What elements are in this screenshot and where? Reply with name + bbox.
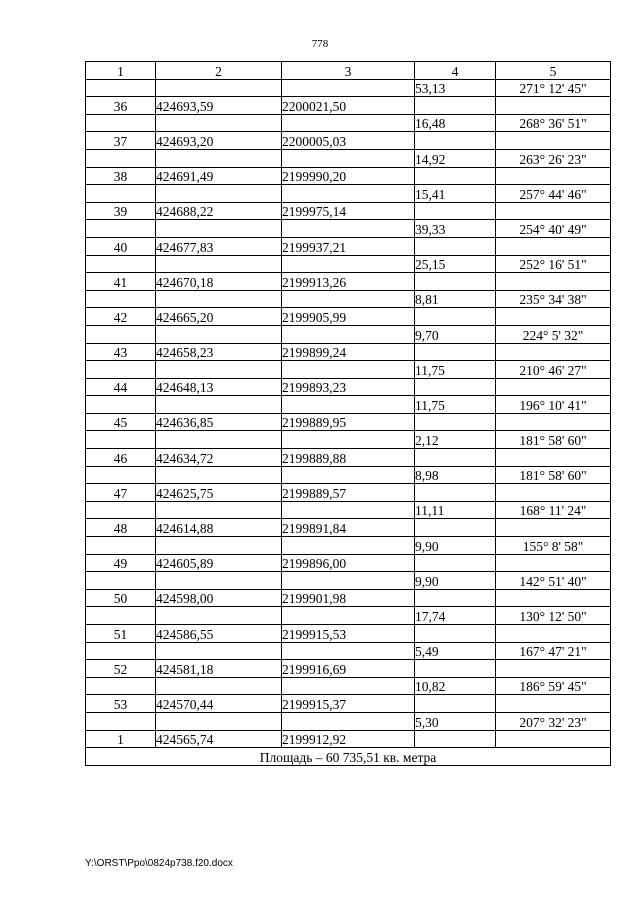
y-coordinate: 2199899,24 — [282, 343, 415, 361]
y-coordinate — [282, 149, 415, 167]
direction-angle — [496, 625, 611, 643]
table-row — [86, 378, 611, 396]
segment-length: 10,82 — [415, 677, 496, 695]
y-coordinate — [282, 466, 415, 484]
segment-length: 17,74 — [415, 607, 496, 625]
y-coordinate — [282, 607, 415, 625]
point-number: 37 — [86, 132, 156, 150]
y-coordinate: 2199912,92 — [282, 730, 415, 748]
point-number — [86, 149, 156, 167]
x-coordinate — [156, 572, 282, 590]
segment-length: 11,75 — [415, 361, 496, 379]
file-path: Y:\ORST\Ppo\0824p738.f20.docx — [85, 858, 233, 869]
x-coordinate — [156, 361, 282, 379]
segment-length — [415, 237, 496, 255]
segment-length: 8,98 — [415, 466, 496, 484]
segment-length — [415, 413, 496, 431]
direction-angle — [496, 519, 611, 537]
y-coordinate — [282, 255, 415, 273]
table-row — [86, 237, 611, 255]
table-row — [86, 396, 611, 414]
segment-length: 39,33 — [415, 220, 496, 238]
point-number — [86, 79, 156, 97]
segment-length — [415, 449, 496, 467]
point-number: 53 — [86, 695, 156, 713]
coordinates-table — [85, 61, 611, 766]
direction-angle — [496, 589, 611, 607]
table-row — [86, 484, 611, 502]
table-row — [86, 97, 611, 115]
table-row — [86, 361, 611, 379]
segment-length — [415, 625, 496, 643]
point-number: 41 — [86, 273, 156, 291]
x-coordinate — [156, 290, 282, 308]
x-coordinate — [156, 431, 282, 449]
column-header: 2 — [156, 62, 282, 80]
x-coordinate: 424598,00 — [156, 589, 282, 607]
x-coordinate: 424693,20 — [156, 132, 282, 150]
point-number: 52 — [86, 660, 156, 678]
x-coordinate: 424614,88 — [156, 519, 282, 537]
direction-angle: 155° 8' 58" — [496, 537, 611, 555]
segment-length — [415, 378, 496, 396]
x-coordinate — [156, 501, 282, 519]
y-coordinate — [282, 501, 415, 519]
table-row — [86, 149, 611, 167]
point-number: 49 — [86, 554, 156, 572]
y-coordinate — [282, 325, 415, 343]
segment-length: 53,13 — [415, 79, 496, 97]
x-coordinate — [156, 712, 282, 730]
segment-length — [415, 308, 496, 326]
x-coordinate — [156, 537, 282, 555]
direction-angle — [496, 343, 611, 361]
segment-length: 14,92 — [415, 149, 496, 167]
point-number — [86, 431, 156, 449]
point-number: 44 — [86, 378, 156, 396]
segment-length — [415, 343, 496, 361]
table-row — [86, 114, 611, 132]
segment-length: 9,70 — [415, 325, 496, 343]
point-number: 46 — [86, 449, 156, 467]
column-header: 5 — [496, 62, 611, 80]
point-number — [86, 290, 156, 308]
table-row — [86, 79, 611, 97]
direction-angle: 168° 11' 24" — [496, 501, 611, 519]
point-number — [86, 255, 156, 273]
x-coordinate — [156, 607, 282, 625]
y-coordinate — [282, 185, 415, 203]
x-coordinate: 424636,85 — [156, 413, 282, 431]
x-coordinate — [156, 677, 282, 695]
direction-angle: 181° 58' 60" — [496, 466, 611, 484]
y-coordinate: 2199915,53 — [282, 625, 415, 643]
direction-angle: 186° 59' 45" — [496, 677, 611, 695]
segment-length — [415, 589, 496, 607]
point-number: 39 — [86, 202, 156, 220]
y-coordinate — [282, 572, 415, 590]
segment-length: 2,12 — [415, 431, 496, 449]
x-coordinate — [156, 185, 282, 203]
point-number — [86, 114, 156, 132]
table-row — [86, 167, 611, 185]
direction-angle: 268° 36' 51" — [496, 114, 611, 132]
table-row — [86, 132, 611, 150]
x-coordinate: 424688,22 — [156, 202, 282, 220]
x-coordinate: 424691,49 — [156, 167, 282, 185]
segment-length: 5,30 — [415, 712, 496, 730]
direction-angle: 254° 40' 49" — [496, 220, 611, 238]
table-row — [86, 449, 611, 467]
direction-angle — [496, 97, 611, 115]
segment-length — [415, 695, 496, 713]
point-number: 45 — [86, 413, 156, 431]
segment-length: 8,81 — [415, 290, 496, 308]
x-coordinate: 424581,18 — [156, 660, 282, 678]
segment-length — [415, 132, 496, 150]
point-number: 47 — [86, 484, 156, 502]
x-coordinate: 424693,59 — [156, 97, 282, 115]
table-row — [86, 413, 611, 431]
table-row — [86, 537, 611, 555]
x-coordinate: 424658,23 — [156, 343, 282, 361]
point-number — [86, 325, 156, 343]
y-coordinate — [282, 361, 415, 379]
x-coordinate — [156, 642, 282, 660]
direction-angle — [496, 695, 611, 713]
x-coordinate: 424665,20 — [156, 308, 282, 326]
direction-angle — [496, 308, 611, 326]
point-number: 36 — [86, 97, 156, 115]
segment-length — [415, 484, 496, 502]
direction-angle: 224° 5' 32" — [496, 325, 611, 343]
x-coordinate — [156, 396, 282, 414]
direction-angle: 210° 46' 27" — [496, 361, 611, 379]
direction-angle — [496, 449, 611, 467]
point-number — [86, 572, 156, 590]
y-coordinate: 2199916,69 — [282, 660, 415, 678]
y-coordinate: 2199905,99 — [282, 308, 415, 326]
x-coordinate — [156, 114, 282, 132]
point-number: 1 — [86, 730, 156, 748]
table-row — [86, 255, 611, 273]
y-coordinate: 2200005,03 — [282, 132, 415, 150]
direction-angle — [496, 484, 611, 502]
y-coordinate — [282, 114, 415, 132]
point-number — [86, 396, 156, 414]
table-row — [86, 431, 611, 449]
y-coordinate: 2199901,98 — [282, 589, 415, 607]
table-row — [86, 343, 611, 361]
y-coordinate: 2199889,95 — [282, 413, 415, 431]
point-number: 42 — [86, 308, 156, 326]
segment-length: 25,15 — [415, 255, 496, 273]
y-coordinate — [282, 677, 415, 695]
table-row — [86, 290, 611, 308]
direction-angle: 196° 10' 41" — [496, 396, 611, 414]
y-coordinate: 2199889,88 — [282, 449, 415, 467]
page-number: 778 — [311, 38, 329, 50]
y-coordinate — [282, 396, 415, 414]
y-coordinate: 2199896,00 — [282, 554, 415, 572]
table-row — [86, 607, 611, 625]
direction-angle: 235° 34' 38" — [496, 290, 611, 308]
table-row — [86, 660, 611, 678]
segment-length: 11,11 — [415, 501, 496, 519]
segment-length — [415, 660, 496, 678]
segment-length — [415, 202, 496, 220]
segment-length: 15,41 — [415, 185, 496, 203]
column-header: 4 — [415, 62, 496, 80]
segment-length — [415, 273, 496, 291]
y-coordinate: 2199913,26 — [282, 273, 415, 291]
table-row — [86, 625, 611, 643]
direction-angle: 181° 58' 60" — [496, 431, 611, 449]
x-coordinate: 424634,72 — [156, 449, 282, 467]
y-coordinate — [282, 712, 415, 730]
point-number — [86, 466, 156, 484]
table-row — [86, 642, 611, 660]
table-row — [86, 589, 611, 607]
direction-angle: 263° 26' 23" — [496, 149, 611, 167]
point-number — [86, 642, 156, 660]
x-coordinate: 424677,83 — [156, 237, 282, 255]
y-coordinate: 2199915,37 — [282, 695, 415, 713]
table-row — [86, 220, 611, 238]
direction-angle — [496, 132, 611, 150]
x-coordinate: 424648,13 — [156, 378, 282, 396]
table-row — [86, 185, 611, 203]
direction-angle: 142° 51' 40" — [496, 572, 611, 590]
point-number — [86, 361, 156, 379]
x-coordinate: 424670,18 — [156, 273, 282, 291]
x-coordinate — [156, 79, 282, 97]
area-total: Площадь – 60 735,51 кв. метра — [86, 748, 611, 766]
point-number — [86, 537, 156, 555]
table-row — [86, 554, 611, 572]
segment-length — [415, 519, 496, 537]
x-coordinate — [156, 149, 282, 167]
point-number: 51 — [86, 625, 156, 643]
x-coordinate — [156, 255, 282, 273]
table-body — [86, 79, 611, 748]
table-row — [86, 466, 611, 484]
table-row — [86, 273, 611, 291]
table-row — [86, 712, 611, 730]
direction-angle — [496, 554, 611, 572]
segment-length — [415, 97, 496, 115]
direction-angle: 271° 12' 45" — [496, 79, 611, 97]
y-coordinate: 2199891,84 — [282, 519, 415, 537]
direction-angle — [496, 660, 611, 678]
y-coordinate — [282, 642, 415, 660]
table-row — [86, 695, 611, 713]
direction-angle — [496, 413, 611, 431]
table-row — [86, 501, 611, 519]
direction-angle — [496, 378, 611, 396]
y-coordinate: 2199937,21 — [282, 237, 415, 255]
area-row — [86, 748, 611, 766]
x-coordinate — [156, 325, 282, 343]
segment-length — [415, 730, 496, 748]
direction-angle: 130° 12' 50" — [496, 607, 611, 625]
table-row — [86, 202, 611, 220]
x-coordinate: 424570,44 — [156, 695, 282, 713]
y-coordinate: 2200021,50 — [282, 97, 415, 115]
x-coordinate — [156, 466, 282, 484]
segment-length: 5,49 — [415, 642, 496, 660]
direction-angle — [496, 167, 611, 185]
point-number — [86, 607, 156, 625]
point-number — [86, 712, 156, 730]
point-number — [86, 220, 156, 238]
table-row — [86, 519, 611, 537]
segment-length: 9,90 — [415, 537, 496, 555]
point-number: 48 — [86, 519, 156, 537]
y-coordinate — [282, 290, 415, 308]
x-coordinate — [156, 220, 282, 238]
segment-length: 16,48 — [415, 114, 496, 132]
table-header-row — [86, 62, 611, 80]
point-number: 50 — [86, 589, 156, 607]
point-number — [86, 677, 156, 695]
y-coordinate — [282, 79, 415, 97]
segment-length — [415, 167, 496, 185]
column-header: 1 — [86, 62, 156, 80]
table-row — [86, 677, 611, 695]
direction-angle — [496, 730, 611, 748]
y-coordinate: 2199893,23 — [282, 378, 415, 396]
table-row — [86, 308, 611, 326]
y-coordinate — [282, 537, 415, 555]
table-row — [86, 325, 611, 343]
segment-length: 9,90 — [415, 572, 496, 590]
x-coordinate: 424586,55 — [156, 625, 282, 643]
direction-angle: 167° 47' 21" — [496, 642, 611, 660]
point-number — [86, 185, 156, 203]
point-number: 38 — [86, 167, 156, 185]
x-coordinate: 424625,75 — [156, 484, 282, 502]
segment-length: 11,75 — [415, 396, 496, 414]
table-row — [86, 572, 611, 590]
direction-angle: 257° 44' 46" — [496, 185, 611, 203]
segment-length — [415, 554, 496, 572]
direction-angle — [496, 202, 611, 220]
y-coordinate: 2199990,20 — [282, 167, 415, 185]
column-header: 3 — [282, 62, 415, 80]
direction-angle — [496, 237, 611, 255]
y-coordinate: 2199975,14 — [282, 202, 415, 220]
x-coordinate: 424605,89 — [156, 554, 282, 572]
direction-angle: 207° 32' 23" — [496, 712, 611, 730]
point-number — [86, 501, 156, 519]
y-coordinate: 2199889,57 — [282, 484, 415, 502]
table-row — [86, 730, 611, 748]
point-number: 43 — [86, 343, 156, 361]
y-coordinate — [282, 431, 415, 449]
x-coordinate: 424565,74 — [156, 730, 282, 748]
y-coordinate — [282, 220, 415, 238]
point-number: 40 — [86, 237, 156, 255]
direction-angle — [496, 273, 611, 291]
direction-angle: 252° 16' 51" — [496, 255, 611, 273]
